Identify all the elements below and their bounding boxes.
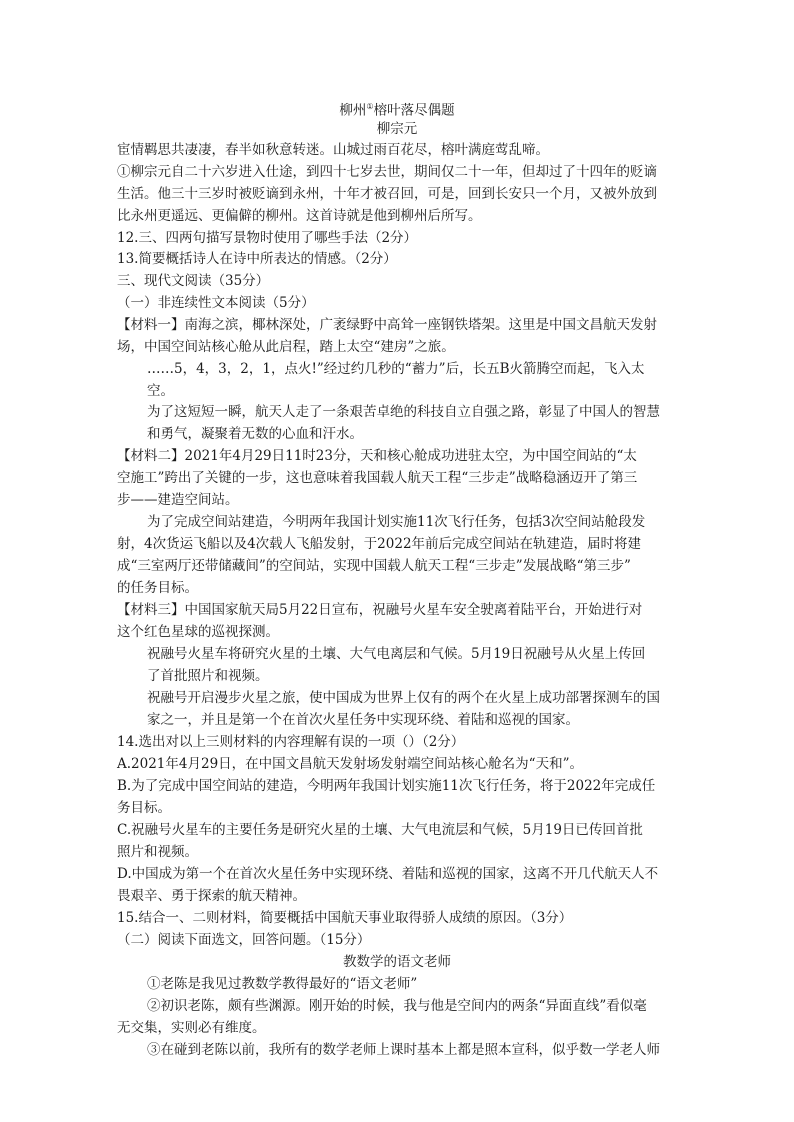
- poem-note-line: 生活。他三十三岁时被贬谪到永州，十年才被召回，可是，回到长安只一个月，又被外放到: [117, 186, 657, 202]
- poem-note-line: 比永州更遥远、更偏僻的柳州。这首诗就是他到柳州后所写。: [117, 208, 482, 224]
- option-b: B.为了完成中国空间站的建造，今明两年我国计划实施11次飞行任务，将于2022年完成任: [117, 778, 656, 794]
- essay-paragraph: 无交集，实则必有维度。: [117, 1020, 266, 1036]
- poem-author: 柳宗元: [376, 121, 418, 137]
- material-1-line: 场，中国空间站核心舱从此启程，踏上太空“建房”之旅。: [117, 339, 455, 355]
- material-2-line: 空施工”跨出了关键的一步，这也意味着我国载人航天工程“三步走”战略稳涵迈开了第三: [117, 470, 638, 486]
- material-2-line: 射，4次货运飞船以及4次载人飞船发射，于2022年前后完成空间站在轨建造，届时将建: [117, 536, 642, 552]
- subsection-heading: （一）非连续性文本阅读（5分）: [117, 295, 315, 311]
- material-2-line: 成“三室两厅还带储藏间”的空间站，实现中国载人航天工程“三步走”发展战略“第三步”: [117, 558, 631, 574]
- material-2-line: 【材料二】2021年4月29日11时23分，天和核心舱成功进驻太空，为中国空间站的“太: [117, 448, 637, 464]
- option-c: C.祝融号火星车的主要任务是研究火星的土壤、大气电流层和气候，5月19日已传回首批: [117, 822, 643, 838]
- poem-note-line: ①柳宗元自二十六岁进入仕途，到四十七岁去世，期间仅二十一年，但却过了十四年的贬谪: [117, 164, 657, 180]
- essay-paragraph: ③在碰到老陈以前，我所有的数学老师上课时基本上都是照本宣科，似乎数一学老人师: [147, 1042, 660, 1058]
- material-2-line: 步——建造空间站。: [117, 492, 239, 508]
- poem-title-note-mark: ①: [366, 102, 374, 111]
- subsection-heading-2: （二）阅读下面选文，回答问题。（15分）: [117, 932, 371, 948]
- question-13: 13.简要概括诗人在诗中所表达的情感。（2分）: [117, 251, 397, 267]
- option-a: A.2021年4月29日，在中国文昌航天发射场发射端空间站核心舱名为“天和”。: [117, 756, 583, 772]
- question-12: 12.三、四两句描写景物时使用了哪些手法（2分）: [117, 230, 418, 246]
- option-c-cont: 照片和视频。: [117, 844, 198, 860]
- material-3-line: 这个红色星球的巡视探测。: [117, 624, 279, 640]
- material-3-line: 祝融号火星车将研究火星的土壤、大气电离层和气候。5月19日祝融号从火星上传回: [147, 646, 646, 662]
- material-3-line: 了首批照片和视频。: [147, 668, 269, 684]
- material-1-line: ……5，4，3，2，1，点火!”经过约几秒的“蓄力”后，长五B火箭腾空而起，飞入太: [147, 361, 645, 377]
- material-2-line: 的任务目标。: [117, 580, 198, 596]
- option-d: D.中国成为第一个在首次火星任务中实现环绕、着陆和巡视的国家，这离不开几代航天人不: [117, 866, 659, 882]
- poem-verse: 宦情羁思共凄凄，春半如秋意转迷。山城过雨百花尽，榕叶满庭莺乱啼。: [117, 142, 549, 158]
- material-3-line: 祝融号开启漫步火星之旅，使中国成为世界上仅有的两个在火星上成功部署探测车的国: [147, 690, 660, 706]
- material-1-line: 为了这短短一瞬，航天人走了一条艰苦卓绝的科技自立自强之路，彰显了中国人的智慧: [147, 404, 660, 420]
- essay-title: 教数学的语文老师: [343, 954, 451, 970]
- material-3-line: 家之一，并且是第一个在首次火星任务中实现环绕、着陆和巡视的国家。: [147, 712, 579, 728]
- essay-paragraph: ①老陈是我见过教数学教得最好的“语文老师”: [147, 976, 418, 992]
- question-14: 14.选出对以上三则材料的内容理解有误的一项（）（2分）: [117, 734, 465, 750]
- option-d-cont: 畏艰辛、勇于探索的航天精神。: [117, 888, 306, 904]
- poem-title-rest: 榕叶落尽偶题: [373, 102, 455, 119]
- poem-title-main: 柳州: [339, 102, 367, 119]
- material-1-line: 和勇气，凝聚着无数的心血和汗水。: [147, 426, 363, 442]
- option-b-cont: 务目标。: [117, 800, 171, 816]
- material-2-line: 为了完成空间站建造，今明两年我国计划实施11次飞行任务，包括3次空间站舱段发: [147, 514, 646, 530]
- material-3-line: 【材料三】中国国家航天局5月22日宣布，祝融号火星车安全驶离着陆平台，开始进行对: [117, 602, 643, 618]
- material-1-line: 【材料一】南海之滨，椰林深处，广袤绿野中高耸一座钢铁塔架。这里是中国文昌航天发射: [117, 317, 657, 333]
- question-15: 15.结合一、二则材料，简要概括中国航天事业取得骄人成绩的原因。（3分）: [117, 910, 573, 926]
- essay-paragraph: ②初识老陈，颇有些渊源。刚开始的时候，我与他是空间内的两条“异面直线”看似毫: [147, 998, 647, 1014]
- section-heading: 三、现代文阅读（35分）: [117, 273, 270, 289]
- material-1-line: 空。: [147, 383, 174, 399]
